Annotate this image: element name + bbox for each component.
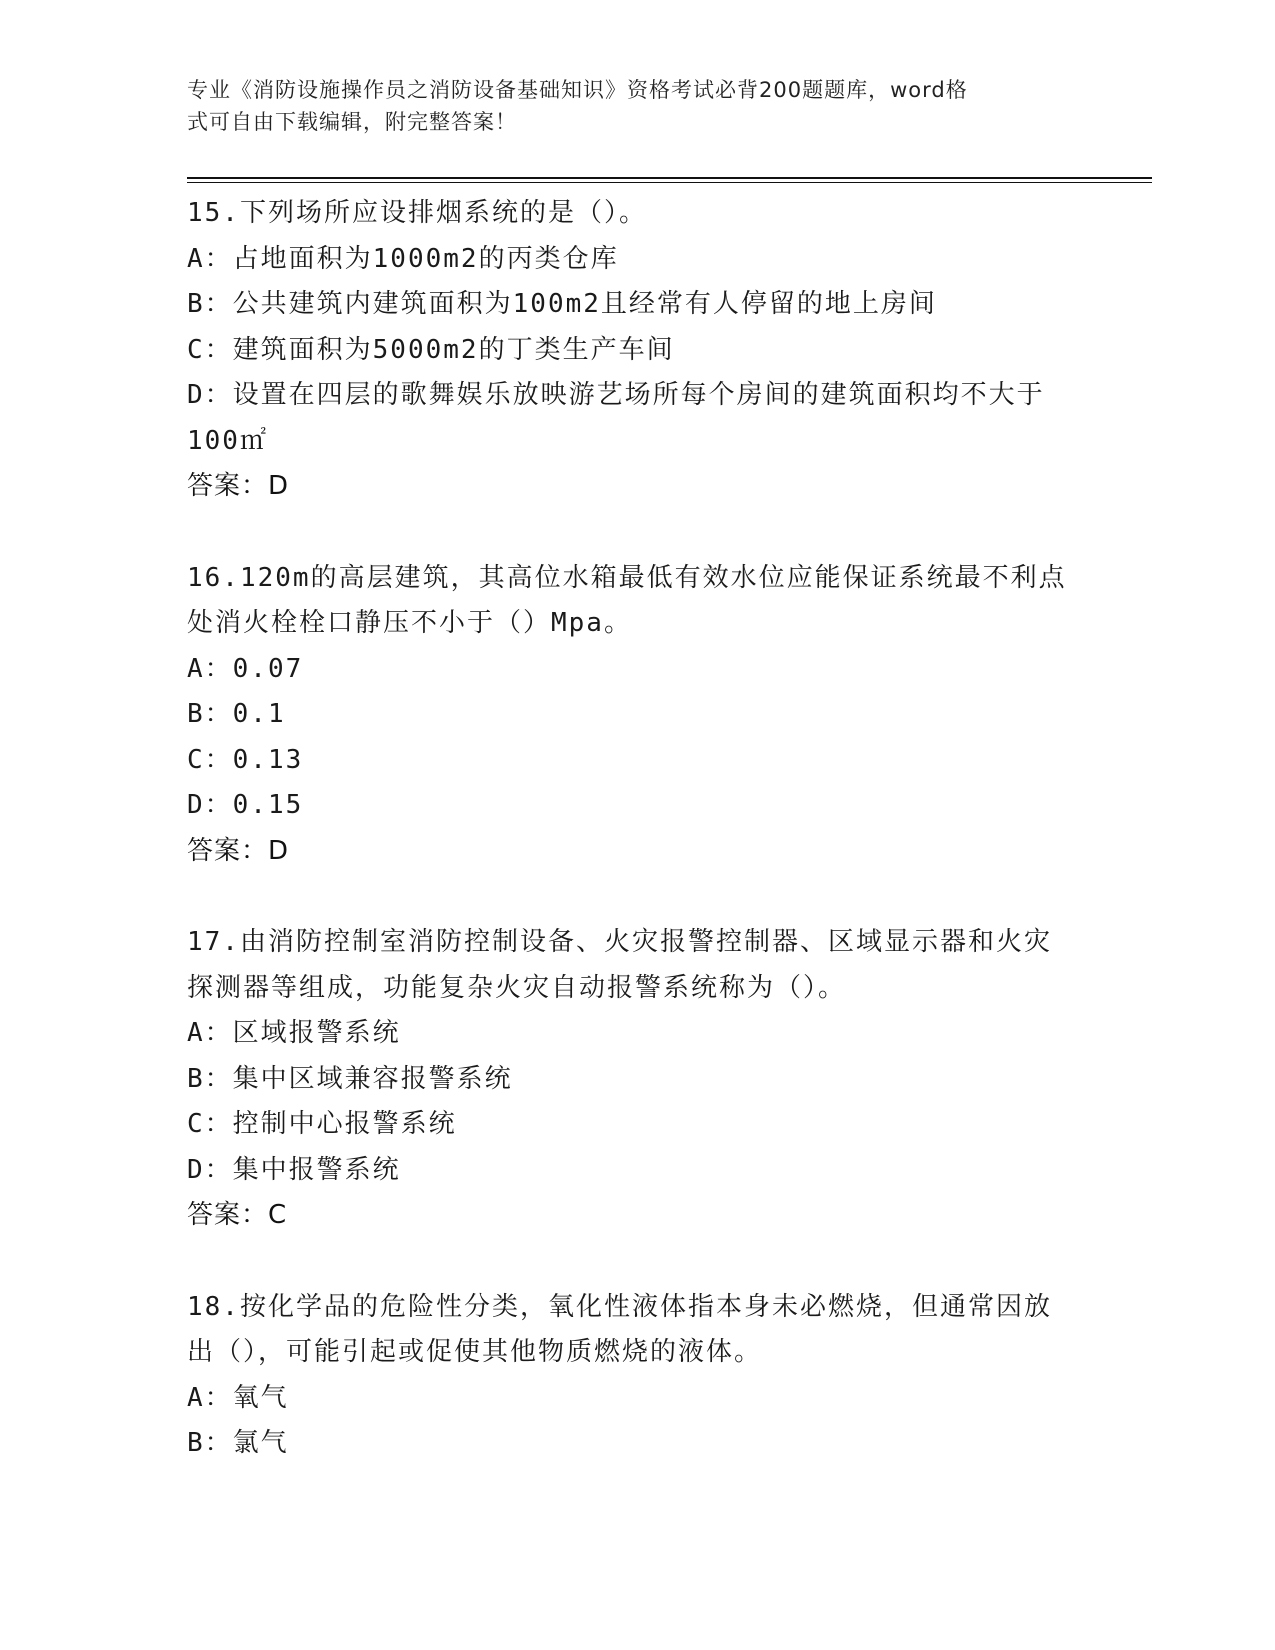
question-stem: 15.下列场所应设排烟系统的是（）。	[187, 198, 647, 228]
option-c: C：0.13	[187, 744, 304, 775]
question-stem-continued: 探测器等组成，功能复杂火灾自动报警系统称为（）。	[187, 972, 847, 1003]
question-stem: 17.由消防控制室消防控制设备、火灾报警控制器、区域显示器和火灾	[187, 927, 1052, 957]
answer-label: 答案：C	[187, 1200, 288, 1230]
question-stem-continued: 处消火栓栓口静压不小于（）Mpa。	[187, 608, 632, 638]
question-stem-continued: 出（），可能引起或促使其他物质燃烧的液体。	[187, 1337, 763, 1367]
question-stem: 18.按化学品的危险性分类，氧化性液体指本身未必燃烧，但通常因放	[187, 1291, 1052, 1322]
option-d: D：集中报警系统	[187, 1154, 401, 1185]
option-c: C：建筑面积为5000m2的丁类生产车间	[187, 334, 675, 365]
option-b: B：集中区域兼容报警系统	[187, 1063, 513, 1094]
page-header	[187, 74, 1077, 138]
option-a: A：氧气	[187, 1382, 289, 1413]
option-a: A：0.07	[187, 653, 304, 684]
header-line-2: 式可自由下载编辑，附完整答案！	[187, 110, 517, 134]
answer-label: 答案：D	[187, 471, 290, 501]
header-rule-thin	[187, 182, 1152, 183]
header-line-1: 专业《消防设施操作员之消防设备基础知识》资格考试必背200题题库，word格	[187, 78, 968, 102]
question-18	[187, 1285, 1087, 1467]
option-c: C：控制中心报警系统	[187, 1109, 457, 1139]
question-stem: 16.120m的高层建筑，其高位水箱最低有效水位应能保证系统最不利点	[187, 562, 1067, 593]
header-rule-thick	[187, 177, 1152, 179]
answer-label: 答案：D	[187, 835, 290, 866]
option-b: B：氯气	[187, 1428, 289, 1458]
option-a: A：占地面积为1000m2的丙类仓库	[187, 243, 619, 274]
option-d: D：0.15	[187, 790, 304, 820]
option-d-continued: 100㎡	[187, 425, 268, 456]
option-d: D：设置在四层的歌舞娱乐放映游艺场所每个房间的建筑面积均不大于	[187, 380, 1045, 410]
question-list	[187, 191, 1087, 1513]
option-b: B：公共建筑内建筑面积为100m2且经常有人停留的地上房间	[187, 289, 937, 319]
question-15	[187, 191, 1087, 510]
option-b: B：0.1	[187, 699, 286, 729]
option-a: A：区域报警系统	[187, 1018, 401, 1048]
question-16	[187, 556, 1087, 875]
question-17	[187, 920, 1087, 1239]
